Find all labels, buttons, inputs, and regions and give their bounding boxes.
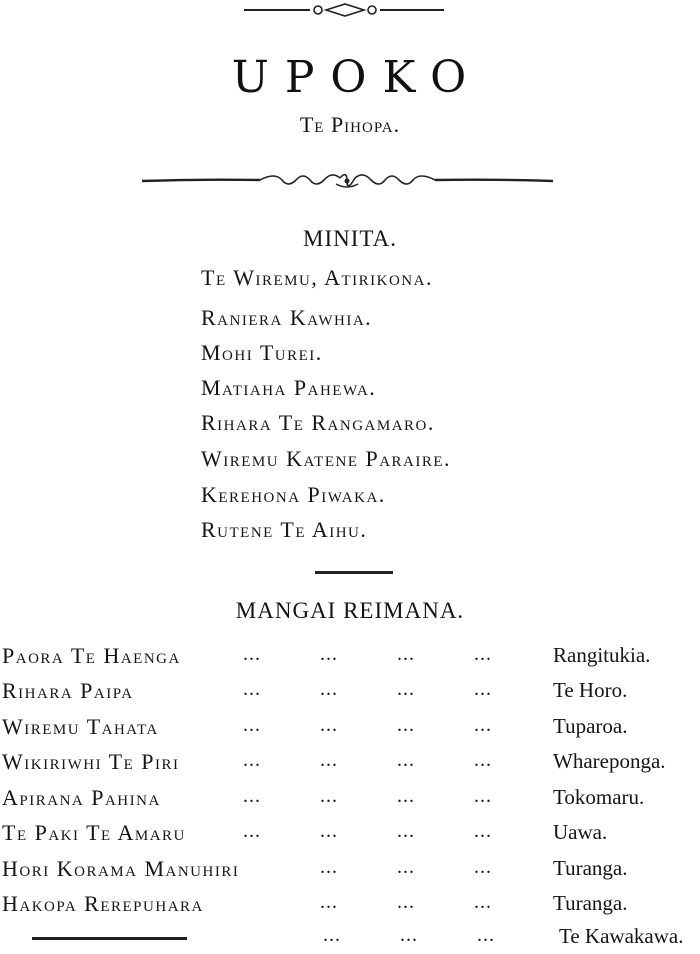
- leader-dots: ...: [320, 785, 338, 807]
- leader-dots: ...: [477, 924, 495, 946]
- leader-dots: ...: [474, 714, 492, 736]
- leader-dots: ...: [474, 749, 492, 771]
- table-row: [0, 749, 700, 779]
- leader-dots: ...: [397, 785, 415, 807]
- minister-name: Rutene Te Aihu.: [201, 517, 368, 542]
- representative-name: Apirana Pahina: [2, 785, 161, 810]
- representative-place: Whareponga.: [553, 749, 666, 773]
- representative-name: Rihara Paipa: [2, 678, 134, 703]
- leader-dots: ...: [397, 643, 415, 665]
- representative-place: Turanga.: [553, 891, 628, 915]
- minister-name: Wiremu Katene Paraire.: [201, 446, 452, 471]
- page-title: UPOKO: [231, 52, 483, 103]
- leader-dots: ...: [474, 643, 492, 665]
- representative-place: Te Horo.: [553, 678, 628, 702]
- leader-dots: ...: [243, 714, 261, 736]
- leader-dots: ...: [474, 678, 492, 700]
- leader-dots: ...: [474, 856, 492, 878]
- flourish-ornament: [140, 168, 555, 194]
- representative-place: Uawa.: [553, 820, 608, 844]
- minister-name: Raniera Kawhia.: [201, 305, 373, 330]
- representative-name: Te Paki Te Amaru: [2, 820, 186, 845]
- leader-dots: ...: [400, 924, 418, 946]
- leader-dots: ...: [323, 924, 341, 946]
- representative-name: Hori Korama Manuhiri: [2, 856, 240, 881]
- leader-dots: ...: [243, 678, 261, 700]
- leader-dots: ...: [320, 856, 338, 878]
- table-row: [0, 714, 700, 744]
- minister-name: Kerehona Piwaka.: [201, 482, 386, 507]
- leader-dots: ...: [474, 891, 492, 913]
- leader-dots: ...: [397, 714, 415, 736]
- representative-place: Tokomaru.: [553, 785, 645, 809]
- table-row: [0, 678, 700, 708]
- representative-name: Paora Te Haenga: [2, 643, 181, 668]
- minister-name: Matiaha Pahewa.: [201, 375, 377, 400]
- minister-name: Te Wiremu, Atirikona.: [201, 265, 433, 290]
- representative-place: Rangitukia.: [553, 643, 651, 667]
- top-ornament: [240, 2, 450, 18]
- leader-dots: ...: [397, 856, 415, 878]
- leader-dots: ...: [397, 891, 415, 913]
- ministers-heading: MINITA.: [303, 226, 397, 251]
- representative-place: Te Kawakawa.: [559, 924, 684, 948]
- leader-dots: ...: [474, 820, 492, 842]
- leader-dots: ...: [243, 749, 261, 771]
- lay-representatives-heading: MANGAI REIMANA.: [235, 598, 465, 623]
- leader-dots: ...: [320, 643, 338, 665]
- leader-dots: ...: [320, 678, 338, 700]
- representative-place: Tuparoa.: [553, 714, 628, 738]
- leader-dots: ...: [320, 891, 338, 913]
- table-row: [0, 924, 700, 954]
- leader-dots: ...: [474, 785, 492, 807]
- representative-place: Turanga.: [553, 856, 628, 880]
- leader-dots: ...: [397, 678, 415, 700]
- leader-dots: ...: [320, 714, 338, 736]
- table-row: [0, 643, 700, 673]
- table-row: [0, 856, 700, 886]
- leader-dots: ...: [243, 785, 261, 807]
- page-subtitle: Te Pihopa.: [299, 112, 401, 137]
- representative-name: Hakopa Rerepuhara: [2, 891, 204, 916]
- section-divider: [315, 571, 393, 574]
- blank-name-rule: [32, 937, 187, 940]
- leader-dots: ...: [320, 820, 338, 842]
- leader-dots: ...: [397, 749, 415, 771]
- representative-name: Wikiriwhi Te Piri: [2, 749, 180, 774]
- table-row: [0, 820, 700, 850]
- table-row: [0, 891, 700, 921]
- table-row: [0, 785, 700, 815]
- leader-dots: ...: [243, 643, 261, 665]
- representative-name: Wiremu Tahata: [2, 714, 159, 739]
- minister-name: Rihara Te Rangamaro.: [201, 410, 435, 435]
- leader-dots: ...: [243, 820, 261, 842]
- leader-dots: ...: [397, 820, 415, 842]
- minister-name: Mohi Turei.: [201, 340, 323, 365]
- leader-dots: ...: [320, 749, 338, 771]
